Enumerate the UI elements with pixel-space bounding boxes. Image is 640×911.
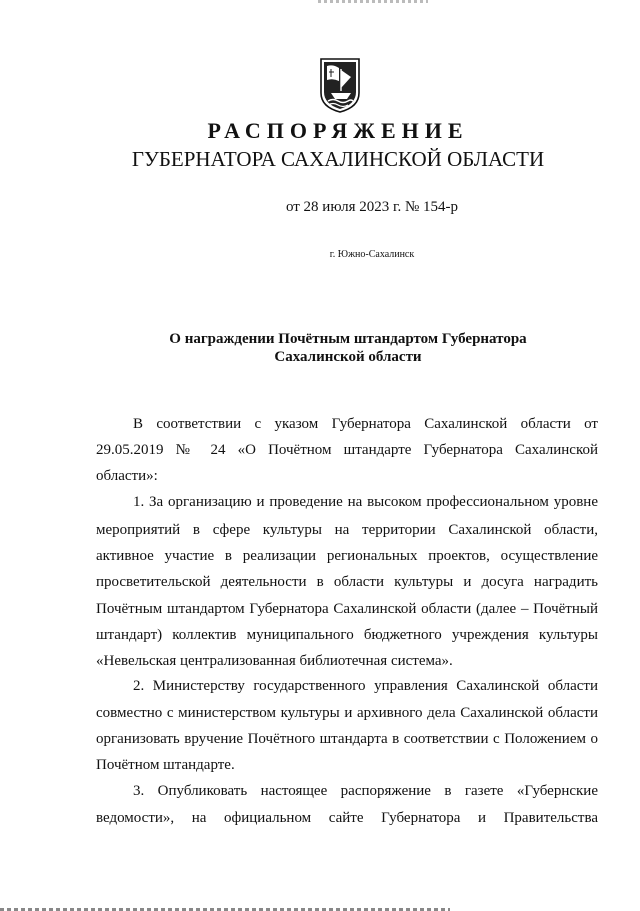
- body-line: 2. Министерству государственного управления Сахалинской области: [133, 678, 598, 694]
- body-line: совместно с министерством культуры и архивного дела Сахалинской области: [96, 705, 598, 721]
- body-line: мероприятий в сфере культуры на территории Сахалинской области,: [96, 522, 598, 538]
- document-type-title: РАСПОРЯЖЕНИЕ: [207, 118, 469, 143]
- body-line: 3. Опубликовать настоящее распоряжение в газете «Губернские: [133, 783, 598, 799]
- document-subject: [28, 330, 640, 366]
- body-line: ведомости», на официальном сайте Губернатора и Правительства: [96, 810, 598, 826]
- sakhalin-coat-of-arms-icon: [319, 57, 361, 114]
- body-line: организовать вручение Почётного штандарта в соответствии с Положением о: [96, 731, 598, 747]
- body-line: 29.05.2019 № 24 «О Почётном штандарте Губернатора Сахалинской: [96, 442, 598, 458]
- subject-line-2: Сахалинской области: [274, 349, 422, 365]
- body-line: В соответствии с указом Губернатора Сахалинской области от: [133, 416, 598, 432]
- body-line: активное участие в реализации региональных проектов, осуществление: [96, 548, 598, 564]
- scan-artifact-top: [318, 0, 428, 3]
- body-line: 1. За организацию и проведение на высоком профессиональном уровне: [133, 494, 598, 510]
- body-line: «Невельская централизованная библиотечная система».: [96, 653, 453, 669]
- body-line: штандарт) коллектив муниципального бюджетного учреждения культуры: [96, 627, 598, 643]
- issue-place: г. Южно-Сахалинск: [329, 249, 415, 260]
- document-date-number: от 28 июля 2023 г. № 154-р: [285, 199, 459, 215]
- body-line: области»:: [96, 468, 158, 484]
- issuer-title: ГУБЕРНАТОРА САХАЛИНСКОЙ ОБЛАСТИ: [131, 147, 545, 171]
- body-line: просветительской деятельности в области культуры и досуга наградить: [96, 574, 598, 590]
- body-line: Почётном штандарте.: [96, 757, 235, 773]
- body-line: Почётным штандартом Губернатора Сахалинской области (далее – Почётный: [96, 601, 598, 617]
- subject-line-1: О награждении Почётным штандартом Губернатора: [169, 331, 527, 347]
